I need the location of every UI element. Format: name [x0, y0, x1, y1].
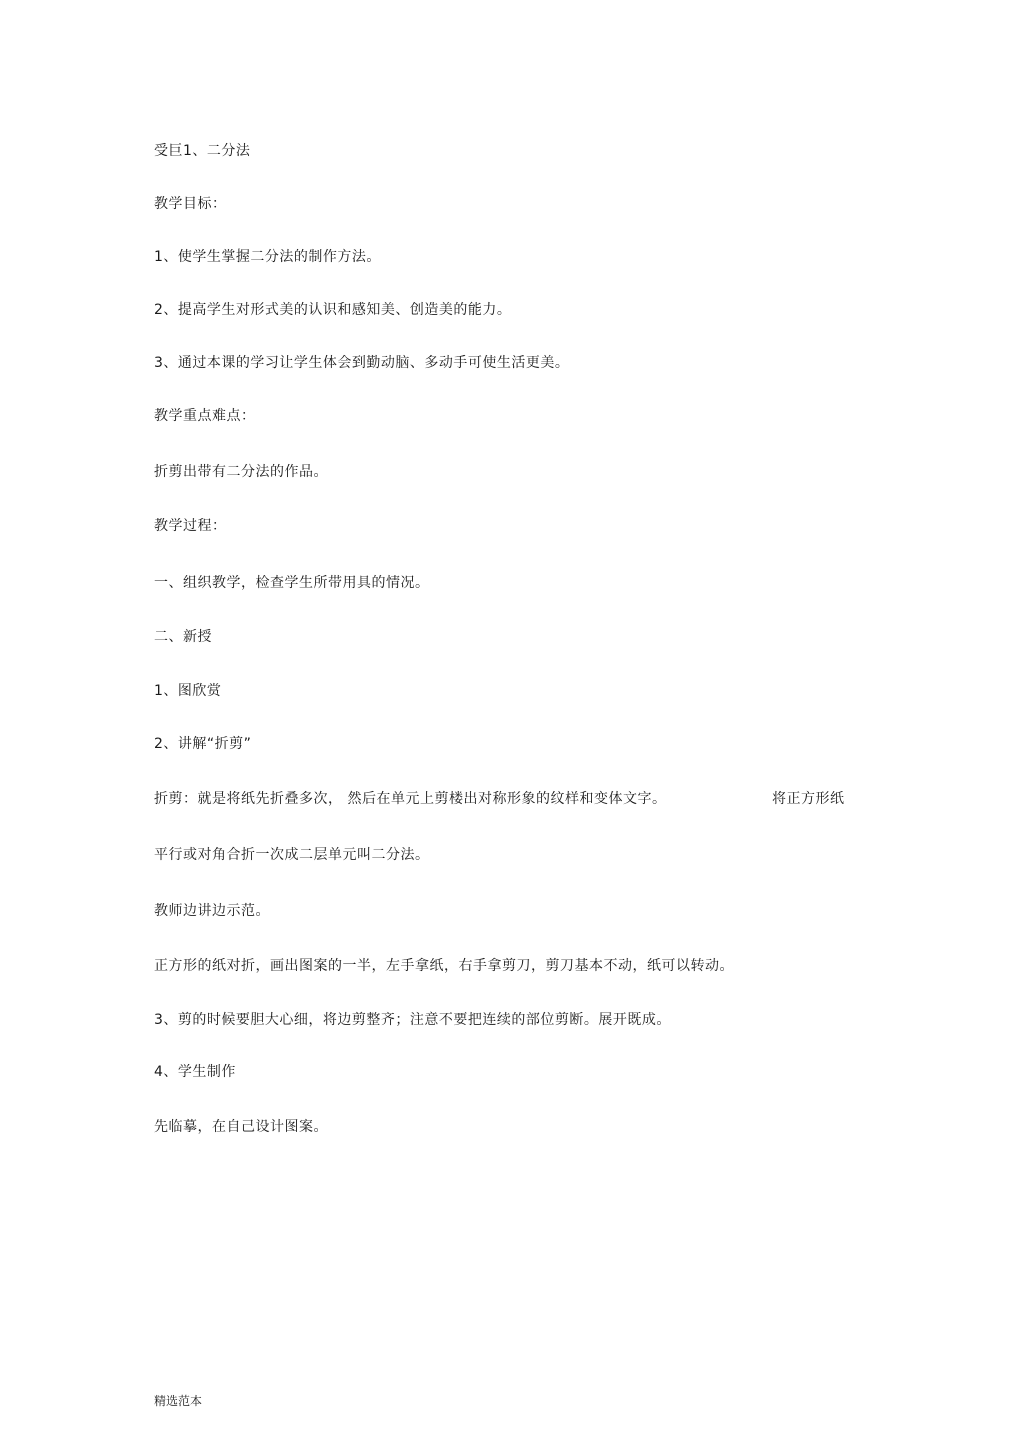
footer-label: 精选范本: [154, 1394, 203, 1408]
definition-text: 折剪：就是将纸先折叠多次， 然后在单元上剪楼出对称形象的纹样和变体文字。: [154, 791, 667, 807]
objective-item: 3、通过本课的学习让学生体会到勤动脑、多动手可使生活更美。: [154, 355, 570, 371]
definition-continuation: 平行或对角合折一次成二层单元叫二分法。: [154, 847, 430, 863]
process-heading: 教学过程：: [154, 518, 227, 534]
key-points-heading: 教学重点难点：: [154, 408, 256, 424]
step-one: 一、组织教学，检查学生所带用具的情况。: [154, 575, 430, 591]
key-points-text: 折剪出带有二分法的作品。: [154, 464, 328, 480]
objective-item: 2、提高学生对形式美的认识和感知美、创造美的能力。: [154, 302, 512, 318]
step-two: 二、新授: [154, 629, 212, 645]
sub-step: 3、剪的时候要胆大心细，将边剪整齐；注意不要把连续的部位剪断。展开既成。: [154, 1012, 671, 1028]
objective-item: 1、使学生掌握二分法的制作方法。: [154, 249, 381, 265]
page-title: 受巨1、二分法: [154, 143, 251, 159]
objectives-heading: 教学目标：: [154, 196, 227, 212]
student-work: 先临摹，在自己设计图案。: [154, 1119, 328, 1135]
definition-tail: 将正方形纸: [772, 791, 845, 807]
sub-step: 2、讲解“折剪”: [154, 736, 252, 752]
demo-detail: 正方形的纸对折，画出图案的一半，左手拿纸，右手拿剪刀，剪刀基本不动，纸可以转动。: [154, 958, 734, 974]
sub-step: 1、图欣赏: [154, 683, 222, 699]
teacher-demo: 教师边讲边示范。: [154, 903, 270, 919]
sub-step: 4、学生制作: [154, 1064, 236, 1080]
